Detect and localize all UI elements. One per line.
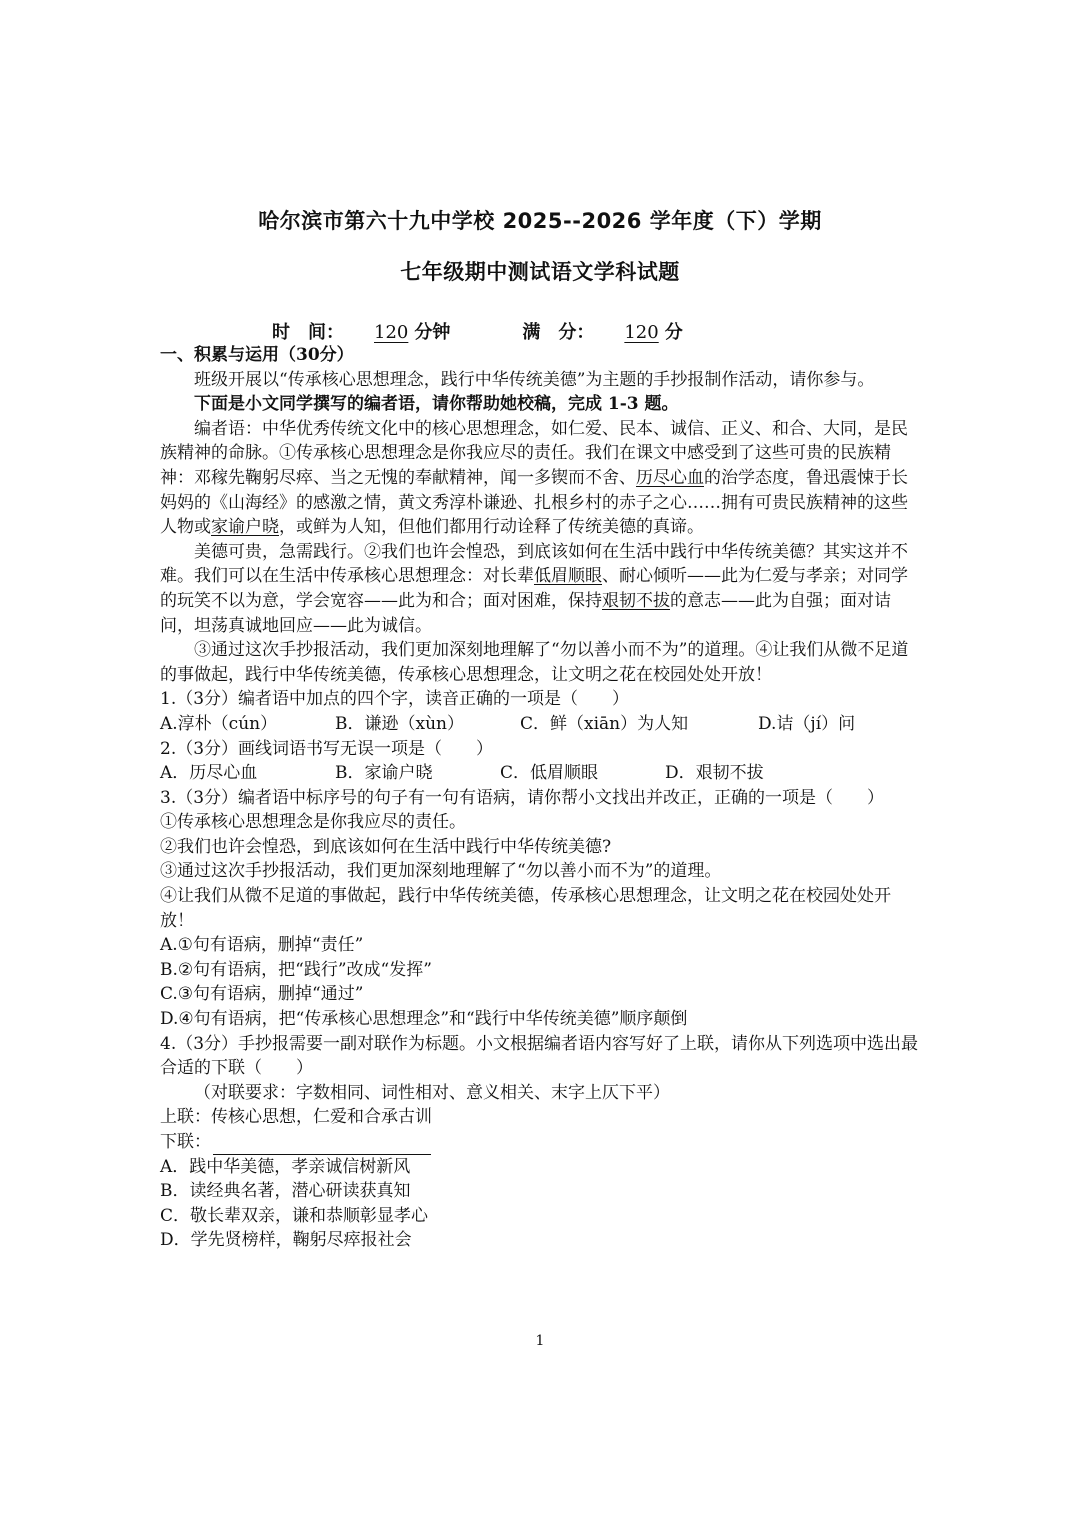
question-4-option: D．学先贤榜样，鞠躬尽瘁报社会 xyxy=(160,1230,412,1251)
time-unit: 分钟 xyxy=(414,322,451,343)
question-4-option: C．敬长辈双亲，谦和恭顺彰显孝心 xyxy=(160,1205,429,1226)
time-label: 时 间： xyxy=(272,322,344,343)
editor-note-paragraph-3: ③通过这次手抄报活动，我们更加深刻地理解了“勿以善小而不为”的道理。④让我们从微不足道的事做起，践行中华传统美德，传承核心思想理念，让文明之花在校园处处开放！ xyxy=(160,640,909,685)
exam-meta xyxy=(272,318,683,344)
exam-subtitle: 七年级期中测试语文学科试题 xyxy=(400,260,680,284)
option: A．历尽心血 xyxy=(160,763,258,784)
couplet-requirement: （对联要求：字数相同、词性相对、意义相关、末字上仄下平） xyxy=(194,1082,670,1103)
option: C．鲜（xiān）为人知 xyxy=(520,713,689,734)
option: D．艰韧不拔 xyxy=(665,763,764,784)
option: B．家谕户晓 xyxy=(335,763,433,784)
question-3-option: A.①句有语病，删掉“责任” xyxy=(160,935,364,956)
question-4-option: B．读经典名著，潜心研读获真知 xyxy=(160,1181,411,1202)
time-value: 120 xyxy=(374,322,409,343)
couplet-upper: 上联：传核心思想，仁爱和合承古训 xyxy=(160,1107,432,1128)
answer-blank xyxy=(213,1137,431,1155)
score-value: 120 xyxy=(624,322,659,343)
option: B．谦逊（xùn） xyxy=(335,713,464,734)
question-3-option: D.④句有语病，把“传承核心思想理念”和“践行中华传统美德”顺序颠倒 xyxy=(160,1009,688,1030)
couplet-lower xyxy=(160,1130,920,1155)
underlined-word: 家谕户晓 xyxy=(211,517,279,538)
question-3-sentence: ③通过这次手抄报活动，我们更加深刻地理解了“勿以善小而不为”的道理。 xyxy=(160,861,722,882)
option: D.诘（jí）问 xyxy=(758,713,856,734)
exam-title: 哈尔滨市第六十九中学校 2025--2026 学年度（下）学期 xyxy=(258,209,822,233)
editor-note-paragraph-1: 编者语：中华优秀传统文化中的核心思想理念，如仁爱、民本、诚信、正义、和合、大同，是民族精神的命脉。①传承核心思想理念是你我应尽的责任。我们在课文中感受到了这些可贵的民族精神：邓稼先鞠躬尽瘁、当之无愧的奉献精神，闻一多锲而不舍、历尽心血的治学态度，鲁迅震悚于长妈妈的《山海经》的感激之情，黄文秀淳朴谦逊、扎根乡村的赤子之心……拥有可贵民族精神的这些人物或家谕户晓，或鲜为人知，但他们都用行动诠释了传统美德的真谛。 xyxy=(160,418,908,538)
score-unit: 分 xyxy=(664,322,683,343)
question-3-stem: 3.（3分）编者语中标序号的句子有一句有语病，请你帮小文找出并改正，正确的一项是（ ） xyxy=(160,787,885,808)
section-intro: 班级开展以“传承核心思想理念，践行中华传统美德”为主题的手抄报制作活动，请你参与。 xyxy=(194,369,875,390)
question-1-options xyxy=(160,712,920,737)
question-3-sentence: ④让我们从微不足道的事做起，践行中华传统美德，传承核心思想理念，让文明之花在校园处处开放！ xyxy=(160,886,891,931)
question-3-option: B.②句有语病，把“践行”改成“发挥” xyxy=(160,959,432,980)
section-heading: 一、积累与运用（30分） xyxy=(160,345,354,365)
question-1-stem: 1.（3分）编者语中加点的四个字，读音正确的一项是（ ） xyxy=(160,689,630,710)
question-2-options xyxy=(160,761,920,786)
couplet-lower-label: 下联： xyxy=(160,1132,211,1152)
question-2-stem: 2.（3分）画线词语书写无误一项是（ ） xyxy=(160,738,494,759)
section-instruction: 下面是小文同学撰写的编者语，请你帮助她校稿，完成 1-3 题。 xyxy=(194,394,679,415)
underlined-word: 艰韧不拔 xyxy=(602,590,670,611)
question-3-sentence: ②我们也许会惶恐，到底该如何在生活中践行中华传统美德? xyxy=(160,836,612,857)
question-4-option: A．践中华美德，孝亲诚信树新风 xyxy=(160,1156,411,1177)
question-3-sentence: ①传承核心思想理念是你我应尽的责任。 xyxy=(160,812,466,833)
exam-body xyxy=(160,343,920,1253)
score-label: 满 分： xyxy=(522,322,595,343)
page-number: 1 xyxy=(535,1333,545,1349)
question-4-stem: 4.（3分）手抄报需要一副对联作为标题。小文根据编者语内容写好了上联，请你从下列选项中选出最合适的下联（ ） xyxy=(160,1033,919,1079)
editor-note-paragraph-2: 美德可贵，急需践行。②我们也许会惶恐，到底该如何在生活中践行中华传统美德？其实这并不难。我们可以在生活中传承核心思想理念：对长辈低眉顺眼、耐心倾听——此为仁爱与孝亲；对同学的玩笑不以为意，学会宽容——此为和合；面对困难，保持艰韧不拔的意志——此为自强；面对诘问，坦荡真诚地回应——此为诚信。 xyxy=(160,541,908,636)
question-3-option: C.③句有语病，删掉“通过” xyxy=(160,984,364,1005)
option: C．低眉顺眼 xyxy=(500,763,599,784)
underlined-word: 低眉顺眼 xyxy=(534,566,602,587)
underlined-word: 历尽心血 xyxy=(636,467,704,488)
option: A.淳朴（cún） xyxy=(160,713,278,734)
